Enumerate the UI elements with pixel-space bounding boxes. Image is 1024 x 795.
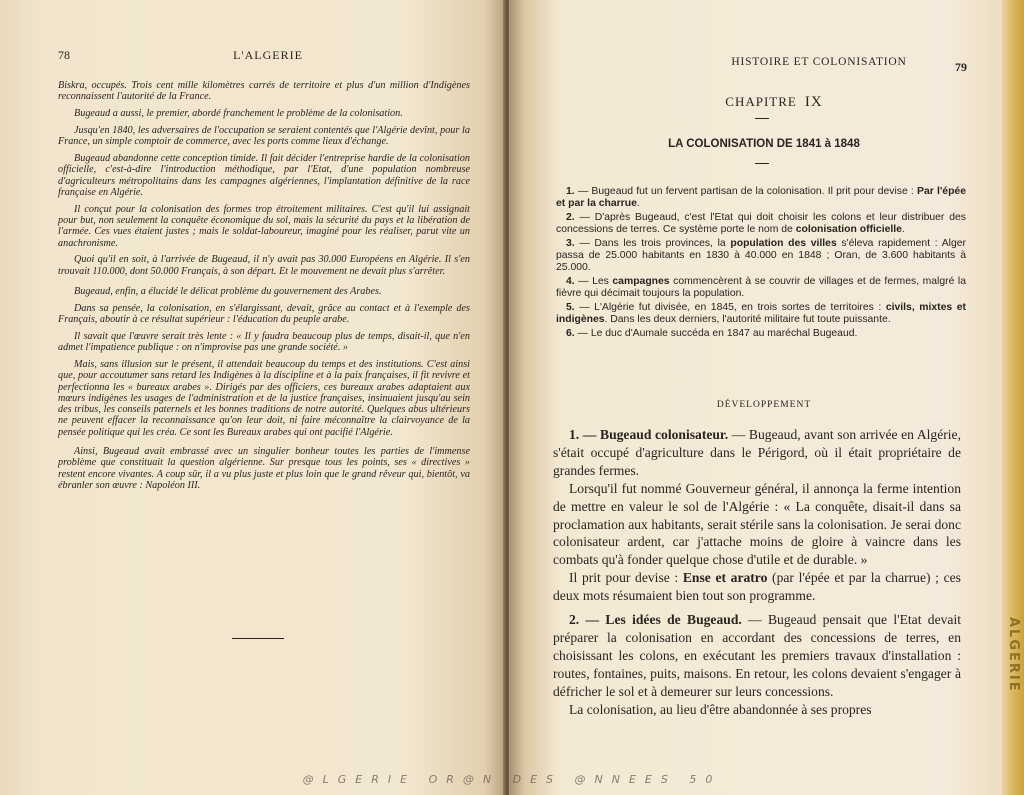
end-rule [232,638,284,639]
right-running-title: HISTOIRE ET COLONISATION [731,56,907,68]
summary-point: 4. — Les campagnes commencèrent à se couvrir de villages et de fermes, malgré la fièvre qui décimait toujours la population. [556,276,966,299]
development-label: DÉVELOPPEMENT [716,400,812,410]
summary-point-number: 4. [566,276,575,287]
summary-key-term: colonisation officielle [795,224,902,235]
watermark: @LGERIE OR@N DES @NNEES 50 [302,773,722,786]
summary-point: 6. — Le duc d'Aumale succéda en 1847 au maréchal Bugeaud. [566,328,858,339]
development-body [553,426,961,719]
summary-key-term: population des villes [730,238,837,249]
section-heading: 1. — Bugeaud colonisateur. [569,427,729,442]
chapter-heading [609,94,939,111]
left-page-number: 78 [58,48,70,62]
development-paragraph: La colonisation, au lieu d'être abandonnée à ses propres [569,701,872,717]
left-page-body [58,80,470,497]
right-page-number: 79 [955,60,967,74]
summary-key-term: Par l'épée et par la charrue [556,186,966,209]
summary-point: 3. — Dans les trois provinces, la population des villes s'éleva rapidement : Alger passa de 25.000 habitants en 1830 à 40.000 en 1848 ; Oran, de 3.600 habitants à 25.000. [556,238,966,273]
left-paragraph: Jusqu'en 1840, les adversaires de l'occupation se seraient contentés que l'Algérie devînt, pour la France, un simple comptoir de commerce, avec les ports comme lieux d'échange. [58,124,470,148]
latin-motto: Ense et aratro [682,570,768,586]
left-paragraph: Il conçut pour la colonisation des formes trop étroitement militaires. C'est qu'il lui assignait pour but, non seulement la conquête économique du sol, mais la sécurité du pays et la libération de l'armée. Ces vues étaient justes ; mais le soldat-laboureur, imaginé pour les réaliser, parut vite un anachronisme. [58,203,470,249]
chapter-dash [755,118,769,119]
chapter-title: LA COLONISATION DE 1841 à 1848 [668,138,860,150]
left-paragraph: Bugeaud abandonne cette conception timide. Il fait décider l'entreprise hardie de la colonisation officielle, c'est-à-dire l'introduction méthodique, par l'Etat, d'une population nombreuse d'agriculteurs métropolitains dans les campagnes algériennes, l'implantation définitive de la race française en Algérie. [58,152,470,198]
left-paragraph: Dans sa pensée, la colonisation, en s'élargissant, devait, grâce au contact et à l'exemple des Français, aboutir à ce résultat supérieur : l'éducation du peuple arabe. [58,302,470,326]
left-paragraph: Mais, sans illusion sur le présent, il attendait beaucoup du temps et des institutions. C'est ainsi que, pour accoutumer sans retard les Indigènes à la discipline et à la paix françaises, il fit revivre et perfectionna les « bureaux arabes ». Dirigés par des officiers, ces bureaux arabes adaptaient aux mœurs indigènes les usages de l'administration et de la justice françaises, insinuaient jusqu'au sein des tribus, les conseils paternels et les bonnes traditions de notre autorité. Quelques abus ultérieurs ne peuvent effacer la reconnaissance qu'on leur doit, ni faire méconnaître la clairvoyance de la pensée politique qui les créa. Ce sont les Bureaux arabes qui ont pacifié l'Algérie. [58,358,470,438]
summary-point: 2. — D'après Bugeaud, c'est l'Etat qui doit choisir les colons et leur distribuer des concessions de terres. Ce système porte le nom de colonisation officielle. [556,212,966,235]
title-dash [755,163,769,164]
summary-point: 1. — Bugeaud fut un fervent partisan de la colonisation. Il prit pour devise : Par l'épée et par la charrue. [556,186,966,209]
left-paragraph: Quoi qu'il en soit, à l'arrivée de Bugeaud, il n'y avait pas 30.000 Européens en Algérie. Il s'en trouvait 110.000, dont 50.000 Français, à son départ. Et le mouvement ne devait plus s'arrêter. [58,254,470,277]
section-heading: 2. — Les idées de Bugeaud. [569,612,742,628]
summary-point-number: 2. [566,212,575,223]
right-page [509,0,1024,795]
left-running-title: L'ALGERIE [233,48,303,62]
left-paragraph: Ainsi, Bugeaud avait embrassé avec un singulier bonheur toutes les parties de l'immense problème que constituait la question algérienne. Sur presque tous les points, ses « directives » restent encore vivantes. A coup sûr, il a vu plus juste et plus loin que le grand rêveur qui, bientôt, va ébranler son œuvre : Napoléon III. [58,446,470,491]
edge-stamp-text: ALGERIE [1006,617,1021,693]
left-paragraph: Biskra, occupés. Trois cent mille kilomètres carrés de territoire et plus d'un million d'Indigènes reconnaissent l'autorité de la France. [58,80,470,103]
chapter-label: CHAPITRE [725,94,797,109]
development-paragraph: 2. — Les idées de Bugeaud. — Bugeaud pensait que l'Etat devait préparer la colonisation en accordant des concessions de terres, en choisissant les colons, en exécutant les premiers travaux d'installation : routes, fontaines, puits, maisons. En retour, les colons devaient s'engager à défricher le sol et à demeurer sur leurs concessions. [553,612,961,699]
summary-point-number: 3. [566,238,575,249]
page-edge-strip [1002,0,1024,795]
left-page-header [58,48,478,64]
left-paragraph: Bugeaud a aussi, le premier, abordé franchement le problème de la colonisation. [74,108,403,120]
summary-point-number: 6. [566,328,575,339]
summary-key-term: campagnes [612,276,670,287]
development-paragraph: 1. — Bugeaud colonisateur. — Bugeaud, avant son arrivée en Algérie, s'était occupé d'agriculture dans le Périgord, où il était propriétaire de grandes fermes. [553,427,961,478]
left-paragraph: Bugeaud, enfin, a élucidé le délicat problème du gouvernement des Arabes. [74,285,382,297]
left-page [0,0,505,795]
left-paragraph: Il savait que l'œuvre serait très lente : « Il y faudra beaucoup plus de temps, disait-il, que n'en admet l'impatience publique : on n'improvise pas une grande société. » [58,330,470,354]
chapter-summary [556,186,966,342]
summary-point-number: 1. [566,186,575,197]
summary-key-term: civils, mixtes et indigènes [556,302,966,325]
development-paragraph: Il prit pour devise : Ense et aratro (par l'épée et par la charrue) ; ces deux mots résumaient bien tout son programme. [553,570,961,604]
development-paragraph: Lorsqu'il fut nommé Gouverneur général, il annonça la ferme intention de mettre en valeur le sol de l'Algérie : « La conquête, disait-il dans sa proclamation aux habitants, serait stérile sans la colonisation. Je serai donc colonisateur ardent, car j'attache moins de gloire à vaincre dans les combats qu'à fonder quelque chose d'utile et de durable. » [553,480,961,568]
summary-point: 5. — L'Algérie fut divisée, en 1845, en trois sortes de territoires : civils, mixtes et indigènes. Dans les deux derniers, l'autorité militaire fut toute puissante. [556,302,966,325]
summary-point-number: 5. [566,302,575,313]
chapter-number: IX [804,94,823,110]
